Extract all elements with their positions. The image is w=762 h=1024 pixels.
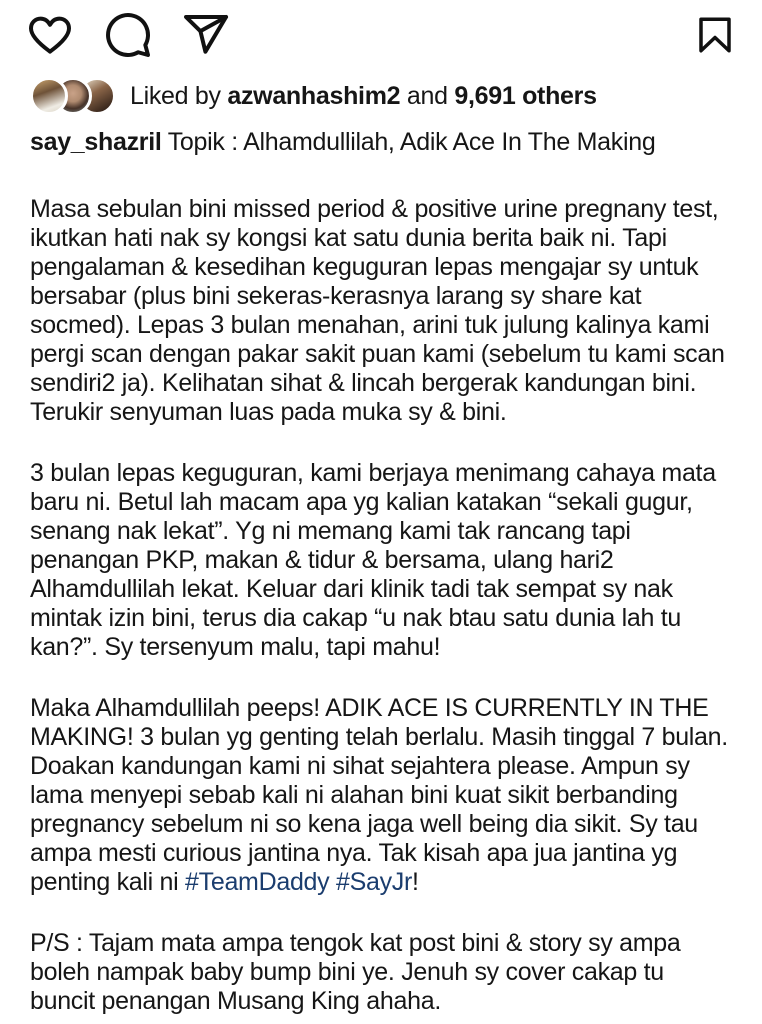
action-bar (0, 0, 762, 59)
paper-plane-icon (182, 11, 230, 59)
hashtag-teamdaddy-link[interactable]: #TeamDaddy (185, 868, 330, 896)
caption-intro: Topik : Alhamdullilah, Adik Ace In The Making (167, 128, 656, 156)
like-button[interactable] (26, 11, 74, 59)
caption-paragraph-3-end: ! (412, 868, 419, 896)
comment-icon (104, 11, 152, 59)
heart-icon (26, 11, 74, 59)
caption-paragraph-3-text: Maka Alhamdullilah peeps! ADIK ACE IS CURRENTLY IN THE MAKING! 3 bulan yg genting telah berlalu. Masih tinggal 7 bulan. Doakan kandungan kami ni sihat sejahtera please. Ampun sy lama menyepi sebab kali ni alahan bini kuat sikit berbanding pregnancy sebelum ni so kena jaga well being dia sikit. Sy tau ampa mesti curious jantina nya. Tak kisah apa jua jantina yg penting kali ni (30, 694, 728, 896)
liked-by-row (30, 77, 732, 115)
share-button[interactable] (182, 11, 230, 59)
likes-others-link[interactable]: 9,691 others (454, 81, 597, 110)
author-username-link[interactable]: say_shazril (30, 128, 162, 156)
liked-by-prefix: Liked by (130, 81, 221, 110)
liked-by-conjunction: and (406, 81, 448, 110)
caption-paragraph-1: Masa sebulan bini missed period & positive urine pregnany test, ikutkan hati nak sy kongsi kat satu dunia berita baik ni. Tapi pengalaman & kesedihan keguguran lepas mengajar sy untuk bersabar (plus bini sekeras-kerasnya larang sy share kat socmed). Lepas 3 bulan menahan, arini tuk julung kalinya kami pergi scan dengan pakar sakit puan kami (sebelum tu kami scan sendiri2 ja). Kelihatan sihat & lincah bergerak kandungan bini. Terukir senyuman luas pada muka sy & bini. (30, 195, 725, 426)
caption-paragraph-2: 3 bulan lepas keguguran, kami berjaya menimang cahaya mata baru ni. Betul lah macam apa yg kalian katakan “sekali gugur, senang nak lekat”. Yg ni memang kami tak rancang tapi penangan PKP, makan & tidur & bersama, ulang hari2 Alhamdullilah lekat. Keluar dari klinik tadi tak sempat sy nak mintak izin bini, terus dia cakap “u nak btau satu dunia lah tu kan?”. Sy tersenyum malu, tapi mahu! (30, 459, 716, 661)
liked-by-text (130, 82, 597, 111)
liker-avatar-1[interactable] (30, 77, 68, 115)
save-button[interactable] (694, 12, 736, 58)
caption (30, 128, 732, 1016)
caption-paragraph-4: P/S : Tajam mata ampa tengok kat post bini & story sy ampa boleh nampak baby bump bini ye. Jenuh sy cover cakap tu buncit penangan Musang King ahaha. (30, 929, 681, 1015)
comment-button[interactable] (104, 11, 152, 59)
liker-avatars[interactable] (30, 77, 116, 115)
caption-paragraph-3 (30, 694, 732, 897)
liker-username-link[interactable]: azwanhashim2 (227, 81, 401, 110)
caption-headline (30, 128, 732, 157)
hashtag-sayjr-link[interactable]: #SayJr (336, 868, 413, 896)
bookmark-icon (694, 12, 736, 58)
